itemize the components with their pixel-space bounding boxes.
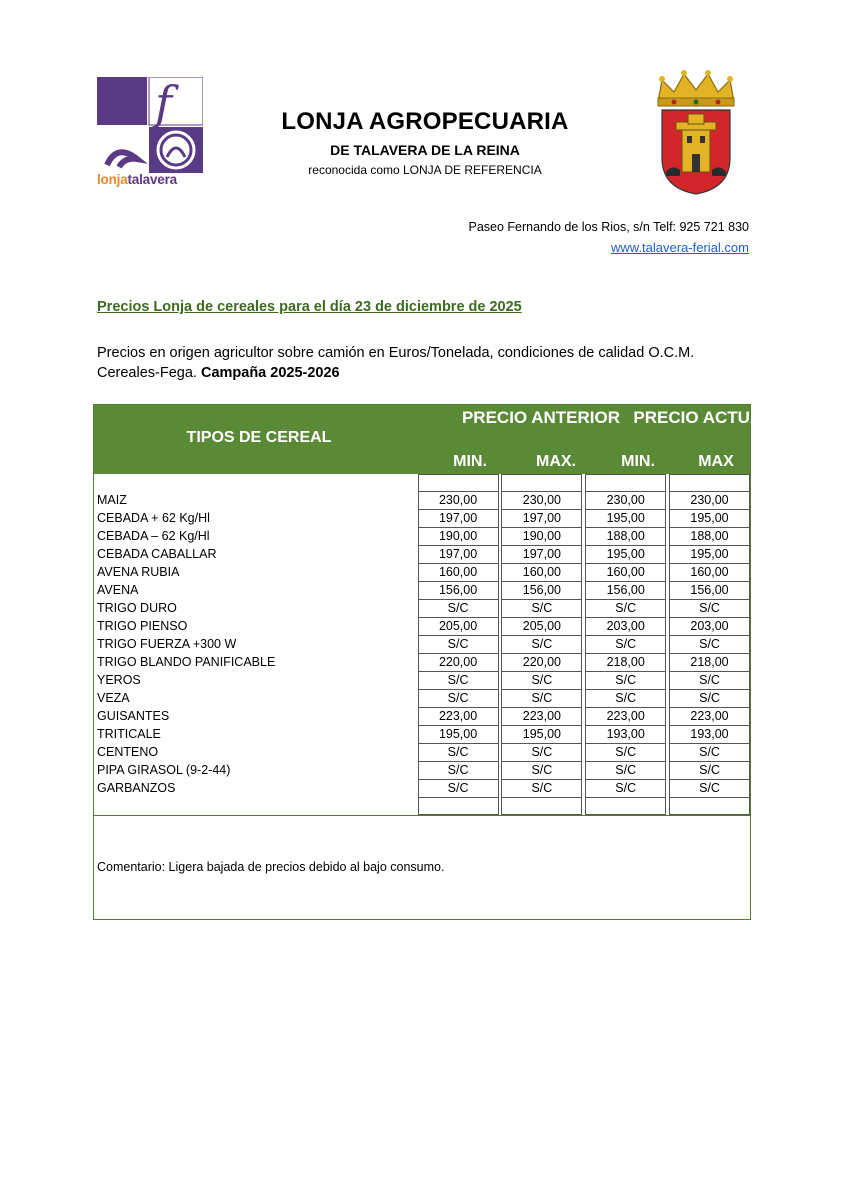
coat-of-arms-icon xyxy=(652,68,740,196)
price-min-actual: S/C xyxy=(585,780,666,798)
price-min-anterior xyxy=(418,474,499,492)
price-max-anterior: 195,00 xyxy=(501,726,582,744)
table-row xyxy=(94,528,750,546)
price-max-actual: 195,00 xyxy=(669,510,750,528)
table-row xyxy=(94,780,750,798)
prices-heading: Precios Lonja de cereales para el día 23 de diciembre de 2025 xyxy=(97,299,522,315)
price-max-actual: 188,00 xyxy=(669,528,750,546)
table-row xyxy=(94,510,750,528)
cereal-name: GUISANTES xyxy=(97,709,170,724)
comment-text: Comentario: Ligera bajada de precios debido al bajo consumo. xyxy=(97,860,445,875)
address-line: Paseo Fernando de los Rios, s/n Telf: 925 721 830 xyxy=(468,220,749,234)
price-min-anterior: S/C xyxy=(418,780,499,798)
page-subtitle: DE TALAVERA DE LA REINA xyxy=(330,142,520,158)
price-min-anterior xyxy=(418,798,499,816)
svg-text:f: f xyxy=(155,77,173,130)
price-max-actual: 160,00 xyxy=(669,564,750,582)
col-header-precio-actual: PRECIO ACTUAL xyxy=(633,408,773,427)
price-min-anterior: S/C xyxy=(418,762,499,780)
logo-name: lonjatalavera xyxy=(97,172,177,187)
table-row xyxy=(94,546,750,564)
price-max-anterior: 205,00 xyxy=(501,618,582,636)
campaign-label: Campaña 2025-2026 xyxy=(200,365,340,381)
table-row xyxy=(94,726,750,744)
price-max-actual: S/C xyxy=(669,744,750,762)
table-row xyxy=(94,582,750,600)
lonja-talavera-logo xyxy=(97,77,203,187)
price-min-anterior: 223,00 xyxy=(418,708,499,726)
cereal-name: YEROS xyxy=(97,673,141,688)
price-min-anterior: S/C xyxy=(418,744,499,762)
price-max-actual: S/C xyxy=(669,600,750,618)
table-row xyxy=(94,762,750,780)
price-min-actual: 218,00 xyxy=(585,654,666,672)
price-min-anterior: 197,00 xyxy=(418,510,499,528)
price-max-actual: S/C xyxy=(669,762,750,780)
price-max-actual: S/C xyxy=(669,672,750,690)
price-max-actual: S/C xyxy=(669,690,750,708)
price-max-actual: 193,00 xyxy=(669,726,750,744)
price-min-anterior: 190,00 xyxy=(418,528,499,546)
price-min-actual: S/C xyxy=(585,672,666,690)
cereal-name: TRIGO BLANDO PANIFICABLE xyxy=(97,655,276,670)
page-tagline: reconocida como LONJA DE REFERENCIA xyxy=(308,163,542,177)
price-min-anterior: S/C xyxy=(418,672,499,690)
cereal-name: CEBADA CABALLAR xyxy=(97,547,217,562)
table-row xyxy=(94,474,750,492)
col-header-min-anterior: MIN. xyxy=(453,453,487,470)
cereal-name: TRIGO PIENSO xyxy=(97,619,188,634)
price-max-anterior: S/C xyxy=(501,744,582,762)
price-rows xyxy=(94,474,750,815)
price-max-anterior: 160,00 xyxy=(501,564,582,582)
table-row xyxy=(94,564,750,582)
price-max-actual xyxy=(669,474,750,492)
price-max-actual: 195,00 xyxy=(669,546,750,564)
price-max-actual: 156,00 xyxy=(669,582,750,600)
price-max-anterior: S/C xyxy=(501,636,582,654)
price-table xyxy=(93,404,773,920)
col-header-max-anterior: MAX. xyxy=(536,453,576,470)
price-min-actual: 223,00 xyxy=(585,708,666,726)
col-header-tipos: TIPOS DE CEREAL xyxy=(186,429,332,446)
table-row xyxy=(94,672,750,690)
cereal-name: CEBADA – 62 Kg/Hl xyxy=(97,529,210,544)
price-min-actual xyxy=(585,474,666,492)
price-min-anterior: S/C xyxy=(418,636,499,654)
table-row xyxy=(94,654,750,672)
price-min-actual: 160,00 xyxy=(585,564,666,582)
col-header-min-actual: MIN. xyxy=(621,453,655,470)
cereal-name: VEZA xyxy=(97,691,130,706)
price-min-anterior: 205,00 xyxy=(418,618,499,636)
price-max-anterior: S/C xyxy=(501,600,582,618)
table-row xyxy=(94,798,750,816)
price-max-anterior: S/C xyxy=(501,672,582,690)
price-max-anterior: 197,00 xyxy=(501,510,582,528)
price-min-actual xyxy=(585,798,666,816)
svg-text:T: T xyxy=(99,77,137,133)
price-min-actual: 193,00 xyxy=(585,726,666,744)
cereal-name xyxy=(94,798,418,816)
price-max-anterior: 156,00 xyxy=(501,582,582,600)
page-title: LONJA AGROPECUARIA xyxy=(281,108,569,135)
price-min-actual: 188,00 xyxy=(585,528,666,546)
price-max-anterior: 223,00 xyxy=(501,708,582,726)
table-row xyxy=(94,690,750,708)
price-min-actual: S/C xyxy=(585,636,666,654)
price-max-anterior: 190,00 xyxy=(501,528,582,546)
col-header-precio-anterior: PRECIO ANTERIOR xyxy=(461,408,621,427)
price-min-anterior: 230,00 xyxy=(418,492,499,510)
price-min-anterior: 156,00 xyxy=(418,582,499,600)
price-max-actual: 230,00 xyxy=(669,492,750,510)
comment-area xyxy=(94,815,750,919)
cereal-name: AVENA xyxy=(97,583,139,598)
table-header xyxy=(94,405,773,474)
intro-text: Precios en origen agricultor sobre camión en Euros/Tonelada, condiciones de calidad O.C.M. Cereales-Fega. xyxy=(97,345,695,381)
table-row xyxy=(94,492,750,510)
price-min-anterior: 195,00 xyxy=(418,726,499,744)
price-max-anterior xyxy=(501,798,582,816)
price-max-actual: 223,00 xyxy=(669,708,750,726)
price-max-anterior: 220,00 xyxy=(501,654,582,672)
cereal-name: TRIGO FUERZA +300 W xyxy=(97,637,237,652)
cereal-name: TRITICALE xyxy=(97,727,161,742)
price-min-anterior: S/C xyxy=(418,600,499,618)
price-max-anterior: 197,00 xyxy=(501,546,582,564)
price-min-actual: S/C xyxy=(585,762,666,780)
table-row xyxy=(94,600,750,618)
price-max-anterior xyxy=(501,474,582,492)
table-row xyxy=(94,708,750,726)
price-min-actual: 195,00 xyxy=(585,546,666,564)
price-min-actual: S/C xyxy=(585,690,666,708)
price-min-anterior: 160,00 xyxy=(418,564,499,582)
price-max-actual: S/C xyxy=(669,636,750,654)
table-row xyxy=(94,636,750,654)
table-row xyxy=(94,618,750,636)
price-max-anterior: S/C xyxy=(501,780,582,798)
price-max-actual: S/C xyxy=(669,780,750,798)
col-header-max-actual: MAX xyxy=(698,453,734,470)
intro-paragraph xyxy=(97,343,757,383)
cereal-name: PIPA GIRASOL (9-2-44) xyxy=(97,763,231,778)
price-min-actual: S/C xyxy=(585,600,666,618)
cereal-name: TRIGO DURO xyxy=(97,601,177,616)
website-link[interactable]: www.talavera-ferial.com xyxy=(611,240,749,255)
price-min-actual: 230,00 xyxy=(585,492,666,510)
cereal-name: CEBADA + 62 Kg/Hl xyxy=(97,511,210,526)
price-min-actual: S/C xyxy=(585,744,666,762)
price-max-anterior: S/C xyxy=(501,690,582,708)
price-min-actual: 156,00 xyxy=(585,582,666,600)
table-row xyxy=(94,744,750,762)
price-min-actual: 195,00 xyxy=(585,510,666,528)
price-max-anterior: 230,00 xyxy=(501,492,582,510)
price-max-anterior: S/C xyxy=(501,762,582,780)
price-min-anterior: 220,00 xyxy=(418,654,499,672)
cereal-name: CENTENO xyxy=(97,745,159,760)
cereal-name: GARBANZOS xyxy=(97,781,176,796)
price-max-actual: 218,00 xyxy=(669,654,750,672)
cereal-name xyxy=(94,474,418,492)
price-max-actual xyxy=(669,798,750,816)
price-min-anterior: 197,00 xyxy=(418,546,499,564)
price-min-anterior: S/C xyxy=(418,690,499,708)
price-max-actual: 203,00 xyxy=(669,618,750,636)
cereal-name: MAIZ xyxy=(97,493,127,508)
cereal-name: AVENA RUBIA xyxy=(97,565,180,580)
price-min-actual: 203,00 xyxy=(585,618,666,636)
